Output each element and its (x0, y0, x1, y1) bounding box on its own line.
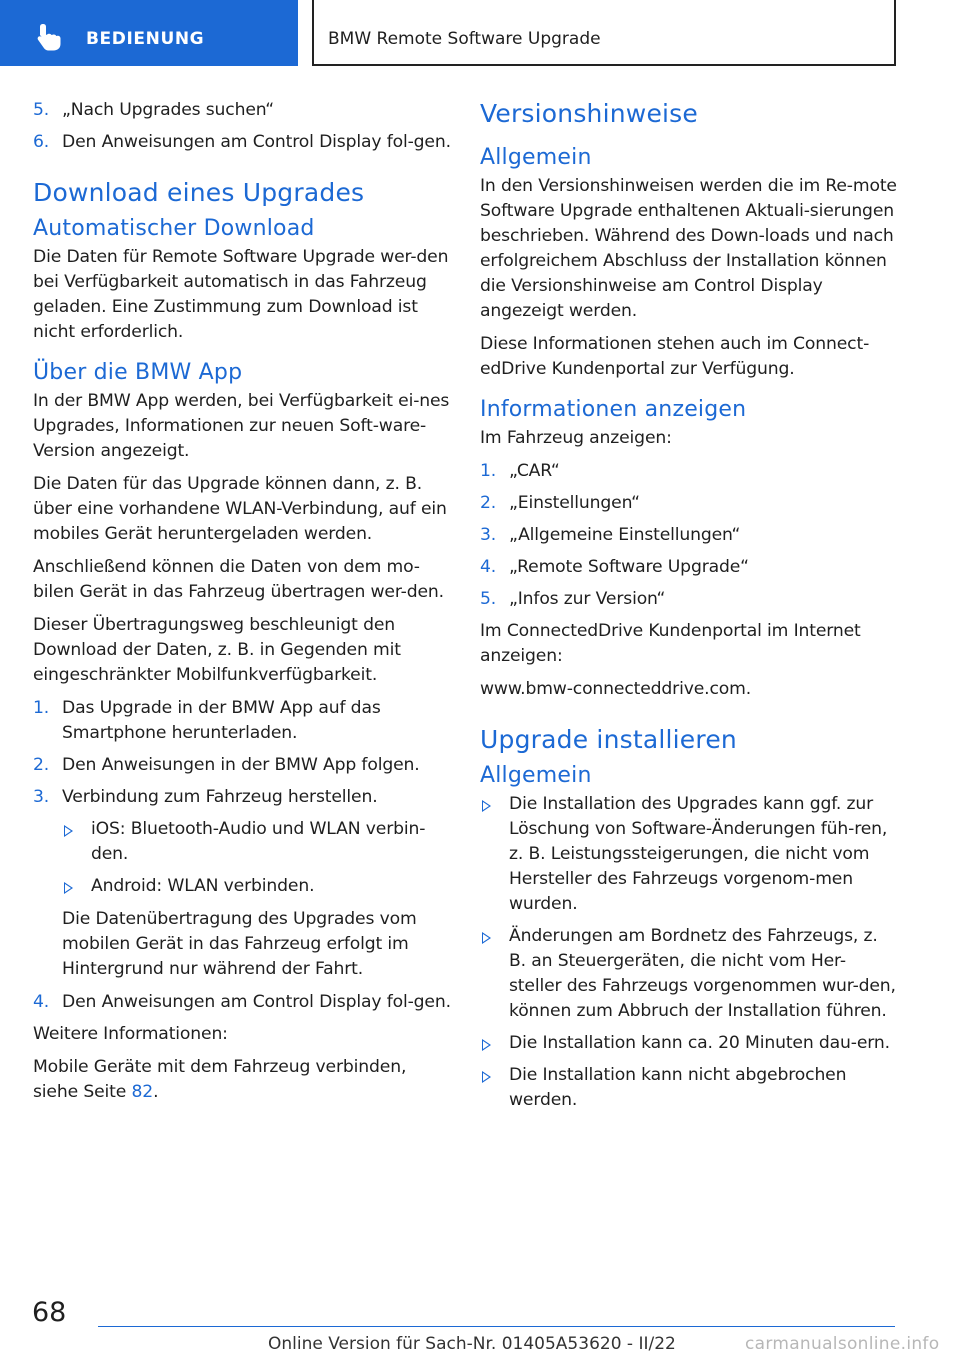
release-paragraph: Diese Informationen stehen auch im Connect-edDrive Kundenportal zur Verfügung. (480, 334, 870, 379)
list-item (33, 696, 451, 746)
section-tab (0, 0, 298, 66)
step-text: „Remote Software Upgrade“ (509, 557, 749, 577)
release-general-heading: Allgemein (480, 145, 592, 170)
chapter-title: BMW Remote Software Upgrade (328, 29, 601, 49)
bullet-text: iOS: Bluetooth-Audio und WLAN verbin-den. (91, 819, 426, 864)
list-item (480, 1031, 898, 1056)
footer-divider (98, 1326, 895, 1327)
bmw-app-heading: Über die BMW App (33, 360, 243, 385)
list-item (33, 990, 451, 1015)
step3-note: Die Datenübertragung des Upgrades vom mobilen Gerät in das Fahrzeug erfolgt im Hintergrund nur während der Fahrt. (62, 909, 417, 979)
step-text: Den Anweisungen am Control Display fol-gen. (62, 992, 451, 1012)
step-text: Verbindung zum Fahrzeug herstellen. (62, 787, 378, 807)
list-item (480, 587, 898, 612)
release-paragraph: In den Versionshinweisen werden die im Re-mote Software Upgrade enthaltenen Aktuali-sierungen beschrieben. Während des Down-loads und nach erfolgreichem Abschluss der Installation können die Versionshinweise am Control Display angezeigt werden. (480, 176, 897, 321)
step-number: 6. (33, 132, 50, 152)
step-number: 2. (33, 755, 50, 775)
show-info-heading: Informationen anzeigen (480, 397, 747, 422)
watermark: carmanualsonline.info (745, 1334, 940, 1354)
bmw-app-paragraph: Anschließend können die Daten von dem mo-bilen Gerät in das Fahrzeug übertragen wer-den. (33, 557, 444, 602)
step-text: „Nach Upgrades suchen“ (62, 100, 275, 120)
page-header (0, 0, 960, 66)
portal-text: Im ConnectedDrive Kundenportal im Internet anzeigen: (480, 621, 861, 666)
step-text: Den Anweisungen in der BMW App folgen. (62, 755, 420, 775)
reference-text: Mobile Geräte mit dem Fahrzeug verbinden, siehe Seite (33, 1057, 407, 1102)
step-number: 5. (33, 100, 50, 120)
list-item (62, 874, 451, 899)
app-steps (33, 696, 451, 810)
list-item (480, 523, 898, 548)
left-column (33, 98, 451, 1113)
step-number: 3. (33, 787, 50, 807)
reference-end: . (153, 1082, 159, 1102)
more-info-label: Weitere Informationen: (33, 1024, 228, 1044)
step-text: Den Anweisungen am Control Display fol-gen. (62, 132, 451, 152)
download-heading: Download eines Upgrades (33, 178, 365, 207)
portal-url: www.bmw-connecteddrive.com. (480, 679, 752, 699)
auto-download-text: Die Daten für Remote Software Upgrade wer-den bei Verfügbarkeit automatisch in das Fahrzeug geladen. Eine Zustimmung zum Download ist nicht erforderlich. (33, 247, 449, 342)
step-number: 5. (480, 589, 497, 609)
step-text: „Infos zur Version“ (509, 589, 666, 609)
bullet-text: Android: WLAN verbinden. (91, 876, 315, 896)
step-number: 2. (480, 493, 497, 513)
step-number: 1. (480, 461, 497, 481)
step-text: „Allgemeine Einstellungen“ (509, 525, 741, 545)
auto-download-heading: Automatischer Download (33, 216, 315, 241)
step3-bullets (62, 817, 451, 899)
install-bullets (480, 792, 898, 1113)
intro-steps (33, 98, 451, 155)
list-item (62, 817, 451, 867)
bullet-text: Die Installation kann ca. 20 Minuten dau-ern. (509, 1033, 890, 1053)
release-notes-heading: Versionshinweise (480, 99, 698, 128)
triangle-bullet-icon (482, 1071, 491, 1083)
final-step (33, 990, 451, 1015)
bmw-app-paragraph: Die Daten für das Upgrade können dann, z. B. über eine vorhandene WLAN-Verbindung, auf ein mobiles Gerät heruntergeladen werden. (33, 474, 447, 544)
bullet-text: Die Installation kann nicht abgebrochen werden. (509, 1065, 847, 1110)
bmw-app-paragraph: In der BMW App werden, bei Verfügbarkeit ei-nes Upgrades, Informationen zur neuen Soft-ware-Version angezeigt. (33, 391, 450, 461)
list-item (480, 1063, 898, 1113)
list-item (480, 555, 898, 580)
list-item (33, 753, 451, 778)
install-general-heading: Allgemein (480, 763, 592, 788)
list-item (480, 924, 898, 1024)
more-info-reference (33, 1055, 451, 1105)
triangle-bullet-icon (64, 825, 73, 837)
list-item (33, 98, 451, 123)
list-item (33, 130, 451, 155)
bmw-app-paragraph: Dieser Übertragungsweg beschleunigt den Download der Daten, z. B. in Gegenden mit eingeschränkter Mobilfunkverfügbarkeit. (33, 615, 401, 685)
pointing-hand-icon (34, 22, 66, 52)
list-item (480, 491, 898, 516)
step-text: „CAR“ (509, 461, 560, 481)
step-text: Das Upgrade in der BMW App auf das Smartphone herunterladen. (62, 698, 381, 743)
triangle-bullet-icon (482, 932, 491, 944)
step3-details (33, 817, 451, 982)
step-number: 4. (480, 557, 497, 577)
right-column (480, 98, 898, 1120)
triangle-bullet-icon (482, 800, 491, 812)
step-text: „Einstellungen“ (509, 493, 640, 513)
step-number: 3. (480, 525, 497, 545)
show-info-intro: Im Fahrzeug anzeigen: (480, 428, 672, 448)
list-item (480, 459, 898, 484)
list-item (33, 785, 451, 810)
chapter-tab (312, 0, 896, 66)
step-number: 4. (33, 992, 50, 1012)
triangle-bullet-icon (64, 882, 73, 894)
install-heading: Upgrade installieren (480, 725, 737, 754)
bullet-text: Die Installation des Upgrades kann ggf. zur Löschung von Software-Änderungen füh-ren, z. B. Leistungssteigerungen, die nicht vom Hersteller des Fahrzeugs vorgenom-men wurden. (509, 794, 888, 914)
bullet-text: Änderungen am Bordnetz des Fahrzeugs, z. B. an Steuergeräten, die nicht vom Her-steller des Fahrzeugs vorgenommen wur-den, können zum Abbruch der Installation führen. (509, 926, 896, 1021)
list-item (480, 792, 898, 917)
page-reference-link[interactable]: 82 (131, 1082, 154, 1102)
step-number: 1. (33, 698, 50, 718)
footer-online-version: Online Version für Sach-Nr. 01405A53620 - II/22 (268, 1334, 676, 1354)
show-info-steps (480, 459, 898, 612)
triangle-bullet-icon (482, 1039, 491, 1051)
page-number: 68 (32, 1297, 67, 1328)
section-title: BEDIENUNG (86, 29, 205, 49)
